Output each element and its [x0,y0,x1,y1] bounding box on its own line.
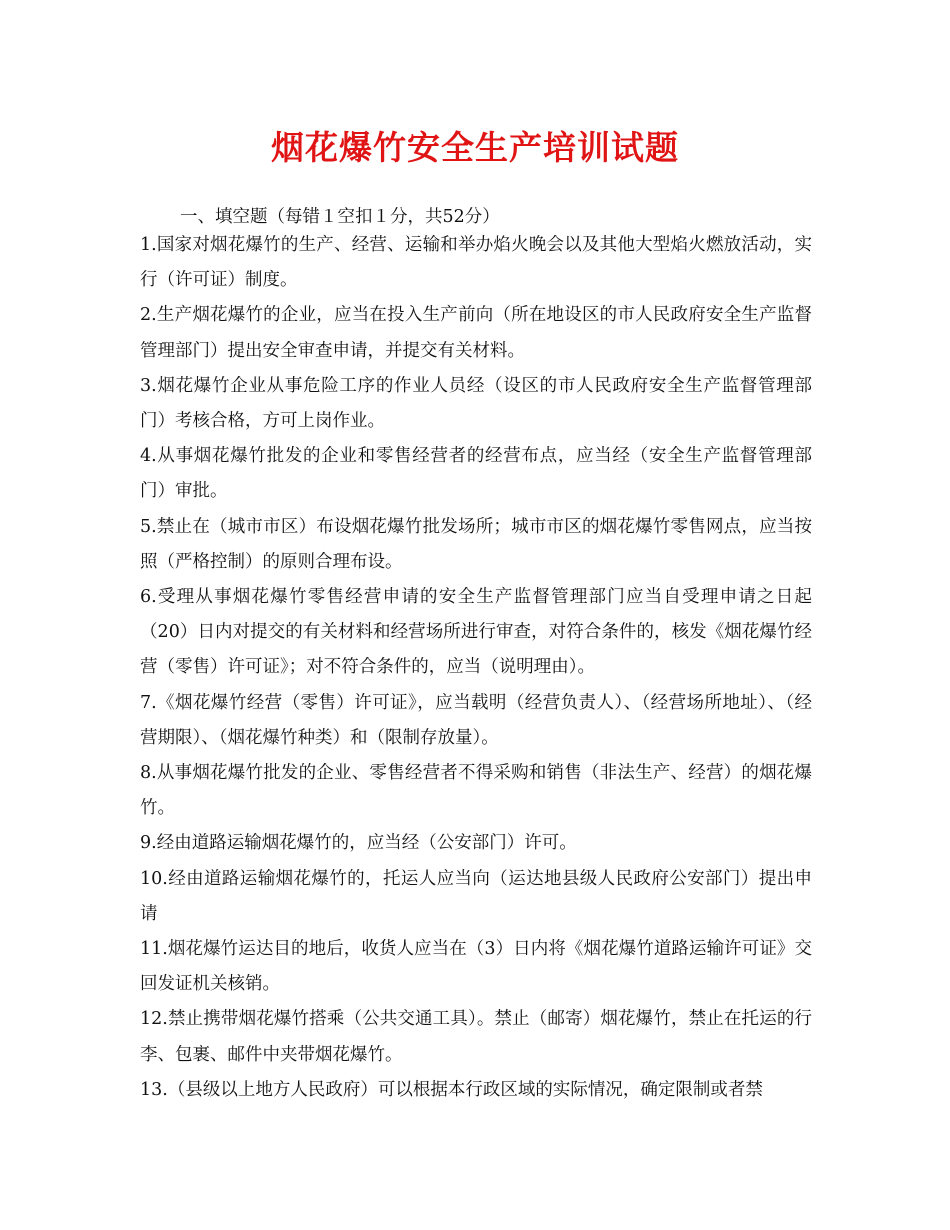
question-item: 8.从事烟花爆竹批发的企业、零售经营者不得采购和销售（非法生产、经营）的烟花爆竹。 [140,763,812,819]
question-item: 11.烟花爆竹运达目的地后，收货人应当在（3）日内将《烟花爆竹道路运输许可证》交回发证机关核销。 [140,939,812,995]
question-list [140,228,812,1108]
question-item: 6.受理从事烟花爆竹零售经营申请的安全生产监督管理部门应当自受理申请之日起（20）日内对提交的有关材料和经营场所进行审查，对符合条件的，核发《烟花爆竹经营（零售）许可证》；对不符合条件的，应当（说明理由）。 [140,587,812,678]
question-item: 13.（县级以上地方人民政府）可以根据本行政区域的实际情况，确定限制或者禁 [140,1079,763,1100]
section-heading: 一、填空题（每错１空扣１分，共52分） [180,207,500,227]
question-item: 5.禁止在（城市市区）布设烟花爆竹批发场所；城市市区的烟花爆竹零售网点，应当按照（严格控制）的原则合理布设。 [140,516,812,572]
question-item: 2.生产烟花爆竹的企业，应当在投入生产前向（所在地设区的市人民政府安全生产监督管理部门）提出安全审查申请，并提交有关材料。 [140,305,812,361]
question-item: 9.经由道路运输烟花爆竹的，应当经（公安部门）许可。 [140,833,577,854]
question-item: 1.国家对烟花爆竹的生产、经营、运输和举办焰火晚会以及其他大型焰火燃放活动，实行（许可证）制度。 [140,235,812,291]
document-title: 烟花爆竹安全生产培训试题 [271,128,679,167]
question-item: 12.禁止携带烟花爆竹搭乘（公共交通工具）。禁止（邮寄）烟花爆竹，禁止在托运的行李、包裹、邮件中夹带烟花爆竹。 [140,1009,812,1065]
question-item: 10.经由道路运输烟花爆竹的，托运人应当向（运达地县级人民政府公安部门）提出申请 [140,868,812,924]
question-item: 7.《烟花爆竹经营（零售）许可证》，应当载明（经营负责人）、（经营场所地址）、（经营期限）、（烟花爆竹种类）和（限制存放量）。 [140,692,812,748]
question-item: 4.从事烟花爆竹批发的企业和零售经营者的经营布点，应当经（安全生产监督管理部门）审批。 [140,446,812,502]
question-item: 3.烟花爆竹企业从事危险工序的作业人员经（设区的市人民政府安全生产监督管理部门）考核合格，方可上岗作业。 [140,375,812,432]
